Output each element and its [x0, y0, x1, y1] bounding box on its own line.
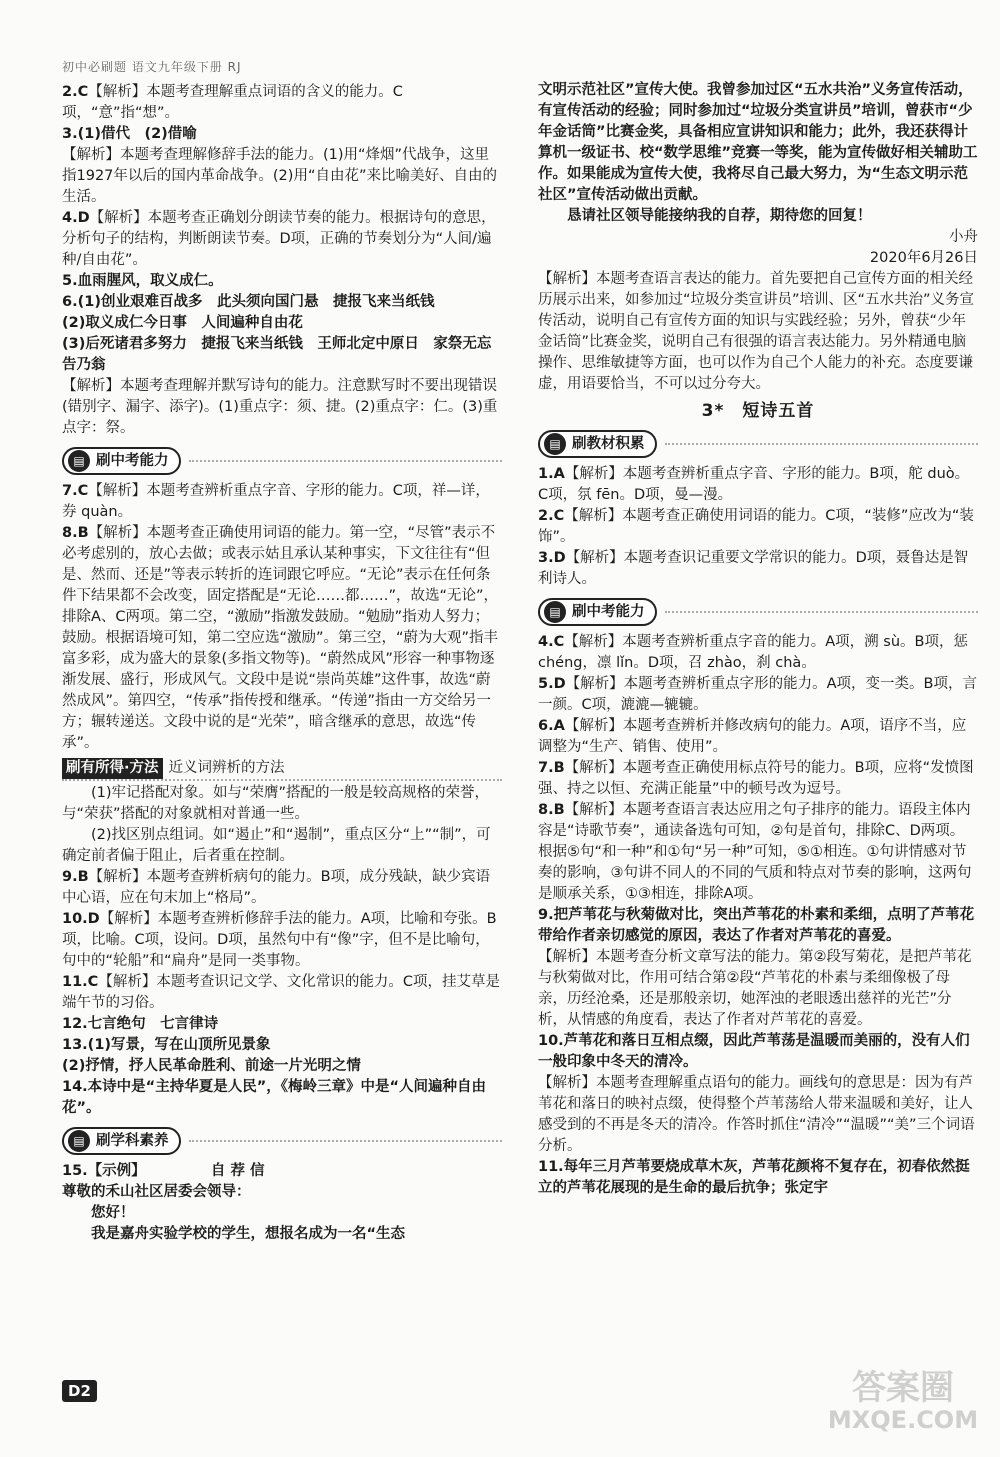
answer-item	[62, 1161, 502, 1182]
answer-item	[538, 80, 978, 206]
answer-item	[62, 124, 502, 145]
answer-key: 恳请社区领导能接纳我的自荐，期待您的回复！	[538, 208, 872, 224]
answer-key: 7.B	[538, 760, 565, 776]
answer-item	[538, 269, 978, 395]
answer-item	[538, 1031, 978, 1073]
section-header	[62, 1127, 502, 1155]
answer-item	[538, 464, 978, 506]
answer-key: 14.本诗中是“主持华夏是人民”，《梅岭三章》中是“人间遍种自由花”。	[62, 1079, 487, 1116]
answer-item	[62, 208, 502, 271]
answer-item	[62, 1182, 502, 1203]
answer-key: 1.A	[538, 466, 565, 482]
answer-explanation: 【解析】本题考查正确划分朗读节奏的能力。根据诗句的意思，分析句子的结构，判断朗读节奏。D项，正确的节奏划分为“人间/遍种/自由花”。	[62, 210, 496, 268]
answer-key: 3.(1)借代 (2)借喻	[62, 126, 197, 142]
section-header	[538, 430, 978, 458]
answer-key: 7.C	[62, 483, 89, 499]
answer-key: 6.(1)创业艰难百战多 此头须向国门悬 捷报飞来当纸钱	[62, 294, 435, 310]
watermark-line1: 答案圈	[852, 1368, 954, 1408]
answer-item	[538, 1157, 978, 1199]
answer-item	[538, 506, 978, 548]
method-title: 近义词辨析的方法	[168, 760, 285, 776]
section-badge	[538, 598, 657, 626]
answer-item	[62, 909, 502, 972]
left-column	[62, 82, 502, 1245]
answer-key: 10.芦苇花和落日互相点缀，因此芦苇荡是温暖而美丽的，没有人们一般印象中冬天的清冷。	[538, 1033, 970, 1070]
answer-item	[62, 82, 502, 124]
answer-explanation: 【解析】本题考查识记重要文学常识的能力。D项，聂鲁达是智利诗人。	[538, 550, 969, 587]
answer-key: 4.C	[538, 634, 565, 650]
answer-item	[538, 548, 978, 590]
answer-key: 5.D	[538, 676, 566, 692]
answer-explanation: 【解析】本题考查辨析重点字音、字形的能力。C项，祥—详，券 quàn。	[62, 483, 490, 520]
answer-item	[538, 716, 978, 758]
watermark	[818, 1370, 988, 1450]
running-header: 初中必刷题 语文九年级下册 RJ	[62, 60, 242, 74]
answer-item	[538, 206, 978, 227]
section-header	[62, 447, 502, 475]
answer-key: 13.(1)写景，写在山顶所见景象	[62, 1037, 271, 1053]
book-icon: ▤	[68, 450, 90, 472]
page-number: D2	[62, 1380, 97, 1402]
letter-signature: 2020年6月26日	[869, 250, 978, 266]
answer-key: (2)抒情，抒人民革命胜利、前途一片光明之情	[62, 1058, 361, 1074]
answer-item	[62, 867, 502, 909]
answer-explanation: 【解析】本题考查正确使用标点符号的能力。B项，应将“发愤图强、持之以恒、充满正能量”中的顿号改为逗号。	[538, 760, 974, 797]
answer-key: 11.C	[62, 974, 99, 990]
answer-item	[62, 972, 502, 1014]
answer-item	[62, 334, 502, 376]
book-icon: ▤	[68, 1130, 90, 1152]
answer-key: 11.每年三月芦苇要烧成草木灰，芦苇花颜将不复存在，初春依然挺立的芦苇花展现的是生命的最后抗争；张定宇	[538, 1159, 970, 1196]
answer-explanation: 【解析】本题考查识记文学、文化常识的能力。C项，挂艾草是端午节的习俗。	[62, 974, 500, 1011]
answer-explanation: 【解析】本题考查辨析并修改病句的能力。A项，语序不当，应调整为“生产、销售、使用”。	[538, 718, 967, 755]
book-icon: ▤	[544, 433, 566, 455]
answer-key: 2.C	[538, 508, 565, 524]
answer-explanation: 【解析】本题考查语言表达应用之句子排序的能力。语段主体内容是“诗歌节奏”，通读备选句可知，②句是首句，排除C、D两项。根据⑤句“和一种”和①句“另一种”可知，⑤①相连。①句讲情感对节奏的影响，③句讲不同人的不同的气质和特点对节奏的影响，这两句是顺承关系，①③相连，排除A项。	[538, 802, 972, 902]
answer-key: (2)取义成仁今日事 人间遍种自由花	[62, 315, 303, 331]
section-header	[538, 598, 978, 626]
answer-key: 15.【示例】 自 荐 信	[62, 1163, 265, 1179]
answer-key: 您好！	[62, 1205, 135, 1221]
answer-key: (3)后死诸君多努力 捷报飞来当纸钱 王师北定中原日 家祭无忘告乃翁	[62, 336, 492, 373]
answer-key: 3.D	[538, 550, 566, 566]
answer-explanation: 【解析】本题考查辨析重点字形的能力。A项，变一类。B项，言一颜。C项，漉漉—辘辘。	[538, 676, 978, 713]
answer-item	[62, 145, 502, 208]
section-label: 刷学科素养	[96, 1132, 169, 1149]
letter-signature: 小舟	[949, 229, 978, 245]
section-divider	[189, 1140, 503, 1142]
answer-item	[62, 271, 502, 292]
lesson-title: 3* 短诗五首	[701, 401, 815, 421]
answer-explanation: (1)牢记搭配对象。如与“荣膺”搭配的一般是较高规格的荣誉，与“荣获”搭配的对象就相对普通一些。	[62, 785, 490, 822]
section-divider	[189, 460, 503, 462]
book-icon: ▤	[544, 601, 566, 623]
answer-key: 文明示范社区”宣传大使。我曾参加过区“五水共治”义务宣传活动，有宣传活动的经验；同时参加过“垃圾分类宣讲员”培训，曾获市“少年金话筒”比赛金奖，具备相应宣讲知识和能力；此外，我还获得计算机一级证书、校“数学思维”竞赛一等奖，能为宣传做好相关辅助工作。如果能成为宣传大使，我将尽自己最大努力，为“生态文明示范社区”宣传活动做出贡献。	[538, 82, 978, 203]
section-label: 刷教材积累	[572, 435, 645, 452]
answer-explanation: 【解析】本题考查辨析重点字音、字形的能力。B项，舵 duò。C项，氛 fēn。D项，曼—漫。	[538, 466, 970, 503]
answer-explanation: 【解析】本题考查辨析重点字音的能力。A项，溯 sù。B项，惩 chéng，凛 lǐn。D项，召 zhào，刹 chà。	[538, 634, 968, 671]
answer-item	[62, 313, 502, 334]
answer-key: 8.B	[538, 802, 565, 818]
section-badge	[62, 447, 181, 475]
answer-item	[62, 523, 502, 754]
answer-key: 4.D	[62, 210, 90, 226]
answer-item	[538, 1073, 978, 1157]
answer-explanation: 【解析】本题考查理解重点语句的能力。画线句的意思是：因为有芦苇花和落日的映衬点缀，使得整个芦苇荡给人带来温暖和美好，让人感受到的不再是冬天的清冷。作答时抓住“清冷”“温暖”“美”三个词语分析。	[538, 1075, 975, 1154]
answer-item	[62, 1224, 502, 1245]
answer-key: 10.D	[62, 911, 100, 927]
answer-explanation: 【解析】本题考查理解并默写诗句的能力。注意默写时不要出现错误(错别字、漏字、添字)。(1)重点字：须、捷。(2)重点字：仁。(3)重点字：祭。	[62, 378, 498, 436]
answer-key: 我是嘉舟实验学校的学生，想报名成为一名“生态	[62, 1226, 406, 1242]
answer-item	[62, 1035, 502, 1056]
answer-key: 5.血雨腥风，取义成仁。	[62, 273, 223, 289]
answer-explanation: (2)找区别点组词。如“遏止”和“遏制”，重点区分“上”“制”，可确定前者偏于阻止，后者重在控制。	[62, 827, 491, 864]
answer-item	[62, 1014, 502, 1035]
answer-explanation: 【解析】本题考查分析文章写法的能力。第②段写菊花，是把芦苇花与秋菊做对比，作用可结合第②段“芦苇花的朴素与柔细像极了母亲，历经沧桑，还是那般亲切，她浑浊的老眼透出慈祥的光芒”分析，从情感的角度看，表达了作者对芦苇花的喜爱。	[538, 949, 972, 1028]
section-divider	[665, 443, 979, 445]
answer-item	[538, 947, 978, 1031]
answer-item	[62, 825, 502, 867]
answer-item	[538, 632, 978, 674]
section-badge	[62, 1127, 181, 1155]
answer-explanation: 【解析】本题考查正确使用词语的能力。C项，“装修”应改为“装饰”。	[538, 508, 974, 545]
watermark-line2: MXQE.COM	[827, 1406, 979, 1434]
section-divider	[665, 611, 979, 613]
answer-key: 12.七言绝句 七言律诗	[62, 1016, 219, 1032]
answer-item	[62, 292, 502, 313]
answer-item	[62, 1056, 502, 1077]
answer-key: 2.C	[62, 84, 89, 100]
section-badge	[538, 430, 657, 458]
answer-key: 9.B	[62, 869, 89, 885]
answer-item	[538, 800, 978, 905]
answer-item	[62, 1203, 502, 1224]
answer-key: 6.A	[538, 718, 565, 734]
answer-key: 9.把芦苇花与秋菊做对比，突出芦苇花的朴素和柔细，点明了芦苇花带给作者亲切感觉的原因，表达了作者对芦苇花的喜爱。	[538, 907, 975, 944]
answer-explanation: 【解析】本题考查语言表达的能力。首先要把自己宣传方面的相关经历展示出来，如参加过“垃圾分类宣讲员”培训、区“五水共治”义务宣传活动，说明自己有宣传方面的知识与实践经验；另外，曾获“少年金话筒”比赛金奖，说明自己有很强的语言表达能力。另外精通电脑操作、思维敏捷等方面，也可以作为自己个人能力的补充。态度要谦虚，用语要恰当，不可以过分夸大。	[538, 271, 975, 392]
answer-item	[538, 758, 978, 800]
answer-explanation: 【解析】本题考查理解重点词语的含义的能力。C项，“意”指“想”。	[62, 84, 403, 121]
method-header	[62, 758, 502, 781]
right-column	[538, 80, 978, 1199]
answer-item	[62, 1077, 502, 1119]
answer-key: 尊敬的禾山社区居委会领导：	[62, 1184, 251, 1200]
answer-explanation: 【解析】本题考查辨析病句的能力。B项，成分残缺，缺少宾语中心语，应在句末加上“格局”。	[62, 869, 491, 906]
section-label: 刷中考能力	[96, 452, 169, 469]
answer-explanation: 【解析】本题考查理解修辞手法的能力。(1)用“烽烟”代战争，这里指1927年以后的国内革命战争。(2)用“自由花”来比喻美好、自由的生活。	[62, 147, 497, 205]
method-tag: 刷有所得·方法	[62, 758, 163, 779]
answer-item	[62, 376, 502, 439]
answer-explanation: 【解析】本题考查正确使用词语的能力。第一空，“尽管”表示不必考虑别的，放心去做；或表示姑且承认某种事实，下文往往有“但是、然而、还是”等表示转折的连词跟它呼应。“无论”表示在任何条件下结果都不会改变，固定搭配是“无论……都……”，故选“无论”，排除A、C两项。第二空，“激励”指激发鼓励。“勉励”指劝人努力；鼓励。根据语境可知，第二空应选“激励”。第三空，“蔚为大观”指丰富多彩，成为盛大的景象(多指文物等)。“蔚然成风”形容一种事物逐渐发展、盛行，形成风气。文段中是说“崇尚英雄”这件事，故选“蔚然成风”。第四空，“传承”指传授和继承。“传递”指由一方交给另一方；辗转递送。文段中说的是“光荣”，暗含继承的意思，故选“传承”。	[62, 525, 499, 751]
answer-item	[538, 905, 978, 947]
answer-explanation: 【解析】本题考查辨析修辞手法的能力。A项，比喻和夸张。B项，比喻。C项，设问。D项，虽然句中有“像”字，但不是比喻句，句中的“轮船”和“扁舟”是同一类事物。	[62, 911, 497, 969]
answer-item	[62, 783, 502, 825]
answer-key: 8.B	[62, 525, 89, 541]
answer-item	[62, 481, 502, 523]
answer-item	[538, 674, 978, 716]
section-label: 刷中考能力	[572, 603, 645, 620]
